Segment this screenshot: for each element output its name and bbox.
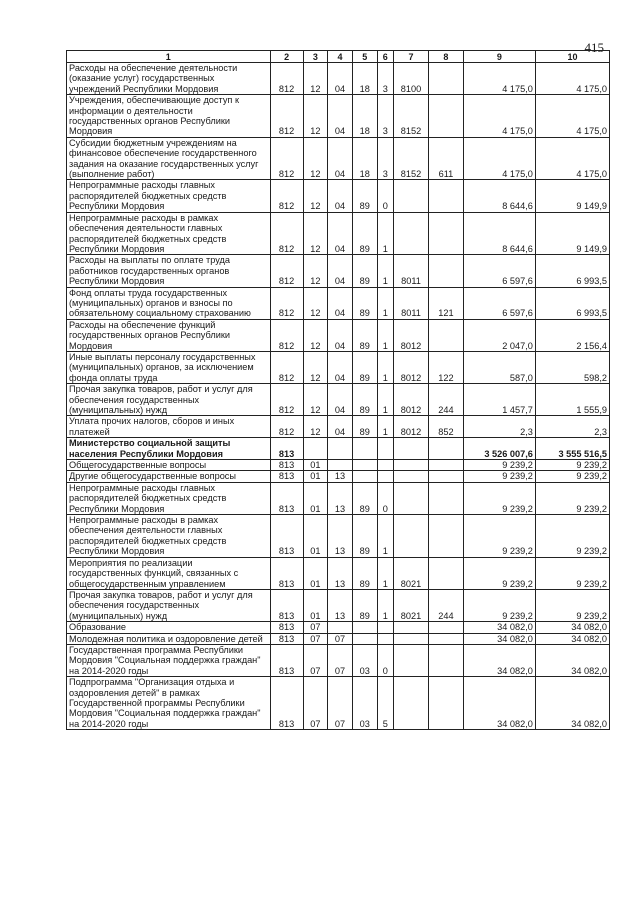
table-row	[67, 351, 610, 383]
amount-year-2-cell: 34 082,0	[535, 633, 609, 644]
expense-type-cell	[428, 677, 463, 730]
expense-type-cell	[428, 63, 463, 95]
direction-cell	[394, 677, 429, 730]
subprogram-cell: 1	[377, 255, 393, 287]
amount-year-1-cell: 2 047,0	[463, 319, 535, 351]
section-cell: 12	[303, 212, 328, 255]
expense-type-cell	[428, 471, 463, 482]
direction-cell: 8021	[394, 589, 429, 621]
amount-year-1-cell: 6 597,6	[463, 287, 535, 319]
subsection-cell: 04	[328, 416, 353, 438]
amount-year-2-cell: 9 239,2	[535, 482, 609, 514]
subsection-cell: 07	[328, 633, 353, 644]
table-row	[67, 287, 610, 319]
amount-year-1-cell: 587,0	[463, 351, 535, 383]
admin-code-cell: 813	[270, 633, 303, 644]
section-cell: 12	[303, 416, 328, 438]
column-header: 6	[377, 51, 393, 63]
program-cell: 89	[352, 384, 377, 416]
amount-year-2-cell: 9 239,2	[535, 515, 609, 558]
table-header-row	[67, 51, 610, 63]
subprogram-cell: 3	[377, 95, 393, 138]
program-cell: 89	[352, 287, 377, 319]
section-cell: 12	[303, 384, 328, 416]
admin-code-cell: 812	[270, 180, 303, 212]
program-cell: 18	[352, 95, 377, 138]
subprogram-cell: 1	[377, 557, 393, 589]
program-cell: 89	[352, 319, 377, 351]
amount-year-2-cell: 9 149,9	[535, 212, 609, 255]
section-cell: 12	[303, 351, 328, 383]
amount-year-1-cell: 4 175,0	[463, 63, 535, 95]
amount-year-2-cell: 6 993,5	[535, 255, 609, 287]
direction-cell	[394, 515, 429, 558]
direction-cell: 8100	[394, 63, 429, 95]
amount-year-2-cell: 34 082,0	[535, 644, 609, 676]
subprogram-cell: 5	[377, 677, 393, 730]
section-cell: 01	[303, 482, 328, 514]
table-row	[67, 622, 610, 633]
subsection-cell: 04	[328, 384, 353, 416]
section-cell: 07	[303, 644, 328, 676]
subsection-cell	[328, 438, 353, 460]
expense-type-cell	[428, 319, 463, 351]
program-cell	[352, 438, 377, 460]
amount-year-2-cell: 9 239,2	[535, 557, 609, 589]
table-row	[67, 677, 610, 730]
amount-year-1-cell: 34 082,0	[463, 622, 535, 633]
program-cell: 89	[352, 515, 377, 558]
subprogram-cell: 0	[377, 180, 393, 212]
section-cell: 12	[303, 137, 328, 180]
column-header: 7	[394, 51, 429, 63]
program-cell	[352, 622, 377, 633]
subsection-cell: 04	[328, 63, 353, 95]
expense-type-cell	[428, 212, 463, 255]
admin-code-cell: 813	[270, 515, 303, 558]
admin-code-cell: 813	[270, 460, 303, 471]
section-cell: 12	[303, 287, 328, 319]
direction-cell	[394, 438, 429, 460]
row-name-cell: Расходы на обеспечение функций государственных органов Республики Мордовия	[67, 319, 271, 351]
direction-cell: 8012	[394, 416, 429, 438]
section-cell: 12	[303, 95, 328, 138]
direction-cell	[394, 644, 429, 676]
row-name-cell: Прочая закупка товаров, работ и услуг для обеспечения государственных (муниципальных) нужд	[67, 384, 271, 416]
expense-type-cell	[428, 482, 463, 514]
row-name-cell: Молодежная политика и оздоровление детей	[67, 633, 271, 644]
expense-type-cell	[428, 255, 463, 287]
admin-code-cell: 812	[270, 95, 303, 138]
direction-cell	[394, 633, 429, 644]
table-row	[67, 255, 610, 287]
program-cell: 89	[352, 255, 377, 287]
row-name-cell: Учреждения, обеспечивающие доступ к информации о деятельности государственных органов Республики Мордовия	[67, 95, 271, 138]
subprogram-cell: 1	[377, 319, 393, 351]
amount-year-1-cell: 8 644,6	[463, 212, 535, 255]
subprogram-cell: 3	[377, 137, 393, 180]
expense-type-cell	[428, 460, 463, 471]
row-name-cell: Уплата прочих налогов, сборов и иных платежей	[67, 416, 271, 438]
amount-year-2-cell: 9 149,9	[535, 180, 609, 212]
amount-year-1-cell: 9 239,2	[463, 460, 535, 471]
admin-code-cell: 813	[270, 589, 303, 621]
admin-code-cell: 813	[270, 622, 303, 633]
amount-year-1-cell: 9 239,2	[463, 482, 535, 514]
subsection-cell: 07	[328, 677, 353, 730]
row-name-cell: Субсидии бюджетным учреждениям на финансовое обеспечение государственного задания на оказание государственных услуг (выполнение работ)	[67, 137, 271, 180]
row-name-cell: Фонд оплаты труда государственных (муниципальных) органов и взносы по обязательному социальному страхованию	[67, 287, 271, 319]
amount-year-2-cell: 9 239,2	[535, 589, 609, 621]
table-row	[67, 482, 610, 514]
amount-year-2-cell: 4 175,0	[535, 63, 609, 95]
expense-type-cell	[428, 515, 463, 558]
amount-year-1-cell: 9 239,2	[463, 589, 535, 621]
expense-type-cell	[428, 438, 463, 460]
table-row	[67, 212, 610, 255]
amount-year-1-cell: 6 597,6	[463, 255, 535, 287]
section-cell	[303, 438, 328, 460]
section-cell: 12	[303, 319, 328, 351]
direction-cell	[394, 622, 429, 633]
table-row	[67, 589, 610, 621]
section-cell: 01	[303, 557, 328, 589]
amount-year-2-cell: 34 082,0	[535, 622, 609, 633]
expense-type-cell: 611	[428, 137, 463, 180]
expense-type-cell: 244	[428, 384, 463, 416]
section-cell: 01	[303, 460, 328, 471]
section-cell: 12	[303, 63, 328, 95]
table-row	[67, 644, 610, 676]
direction-cell: 8021	[394, 557, 429, 589]
amount-year-2-cell: 4 175,0	[535, 137, 609, 180]
expense-type-cell	[428, 557, 463, 589]
row-name-cell: Государственная программа Республики Мордовия "Социальная поддержка граждан" на 2014-2020 годы	[67, 644, 271, 676]
row-name-cell: Непрограммные расходы главных распорядителей бюджетных средств Республики Мордовия	[67, 482, 271, 514]
amount-year-1-cell: 4 175,0	[463, 95, 535, 138]
section-cell: 07	[303, 677, 328, 730]
expense-type-cell: 122	[428, 351, 463, 383]
program-cell: 03	[352, 644, 377, 676]
subprogram-cell: 3	[377, 63, 393, 95]
subsection-cell: 04	[328, 319, 353, 351]
amount-year-1-cell: 34 082,0	[463, 644, 535, 676]
direction-cell	[394, 460, 429, 471]
program-cell: 89	[352, 482, 377, 514]
amount-year-2-cell: 9 239,2	[535, 460, 609, 471]
table-row	[67, 515, 610, 558]
table-row	[67, 95, 610, 138]
amount-year-1-cell: 34 082,0	[463, 677, 535, 730]
direction-cell	[394, 471, 429, 482]
row-name-cell: Другие общегосударственные вопросы	[67, 471, 271, 482]
subprogram-cell	[377, 460, 393, 471]
row-name-cell: Иные выплаты персоналу государственных (муниципальных) органов, за исключением фонда оплаты труда	[67, 351, 271, 383]
row-name-cell: Расходы на обеспечение деятельности (оказание услуг) государственных учреждений Республики Мордовия	[67, 63, 271, 95]
expense-type-cell: 852	[428, 416, 463, 438]
column-header: 9	[463, 51, 535, 63]
amount-year-2-cell: 6 993,5	[535, 287, 609, 319]
subprogram-cell: 1	[377, 416, 393, 438]
subprogram-cell: 1	[377, 212, 393, 255]
subprogram-cell: 0	[377, 482, 393, 514]
admin-code-cell: 813	[270, 438, 303, 460]
direction-cell: 8011	[394, 287, 429, 319]
column-header: 2	[270, 51, 303, 63]
row-name-cell: Мероприятия по реализации государственных функций, связанных с общегосударственным управлением	[67, 557, 271, 589]
column-header: 8	[428, 51, 463, 63]
row-name-cell: Непрограммные расходы в рамках обеспечения деятельности главных распорядителей бюджетных средств Республики Мордовия	[67, 515, 271, 558]
admin-code-cell: 812	[270, 63, 303, 95]
amount-year-2-cell: 598,2	[535, 351, 609, 383]
table-row	[67, 557, 610, 589]
table-row	[67, 63, 610, 95]
program-cell	[352, 471, 377, 482]
subsection-cell: 04	[328, 180, 353, 212]
subsection-cell: 04	[328, 287, 353, 319]
program-cell: 18	[352, 63, 377, 95]
admin-code-cell: 812	[270, 137, 303, 180]
subsection-cell: 07	[328, 644, 353, 676]
admin-code-cell: 812	[270, 255, 303, 287]
amount-year-1-cell: 8 644,6	[463, 180, 535, 212]
subsection-cell	[328, 460, 353, 471]
section-cell: 12	[303, 180, 328, 212]
subprogram-cell: 1	[377, 589, 393, 621]
admin-code-cell: 812	[270, 319, 303, 351]
amount-year-1-cell: 4 175,0	[463, 137, 535, 180]
admin-code-cell: 812	[270, 384, 303, 416]
section-cell: 01	[303, 589, 328, 621]
subsection-cell: 04	[328, 212, 353, 255]
amount-year-2-cell: 9 239,2	[535, 471, 609, 482]
direction-cell: 8012	[394, 319, 429, 351]
row-name-cell: Общегосударственные вопросы	[67, 460, 271, 471]
row-name-cell: Образование	[67, 622, 271, 633]
program-cell: 89	[352, 351, 377, 383]
subprogram-cell: 1	[377, 515, 393, 558]
admin-code-cell: 813	[270, 557, 303, 589]
section-cell: 01	[303, 471, 328, 482]
table-row	[67, 416, 610, 438]
program-cell: 89	[352, 212, 377, 255]
subprogram-cell: 1	[377, 384, 393, 416]
direction-cell: 8012	[394, 351, 429, 383]
subsection-cell	[328, 622, 353, 633]
subsection-cell: 04	[328, 95, 353, 138]
amount-year-2-cell: 34 082,0	[535, 677, 609, 730]
program-cell: 89	[352, 416, 377, 438]
amount-year-1-cell: 1 457,7	[463, 384, 535, 416]
expense-type-cell: 244	[428, 589, 463, 621]
program-cell	[352, 633, 377, 644]
expense-type-cell	[428, 95, 463, 138]
subsection-cell: 13	[328, 471, 353, 482]
table-row	[67, 460, 610, 471]
admin-code-cell: 812	[270, 287, 303, 319]
amount-year-1-cell: 9 239,2	[463, 557, 535, 589]
row-name-cell: Расходы на выплаты по оплате труда работников государственных органов Республики Мордовия	[67, 255, 271, 287]
subsection-cell: 04	[328, 351, 353, 383]
direction-cell: 8152	[394, 137, 429, 180]
program-cell: 03	[352, 677, 377, 730]
column-header: 3	[303, 51, 328, 63]
program-cell: 89	[352, 589, 377, 621]
row-name-cell: Непрограммные расходы главных распорядителей бюджетных средств Республики Мордовия	[67, 180, 271, 212]
row-name-cell: Прочая закупка товаров, работ и услуг для обеспечения государственных (муниципальных) нужд	[67, 589, 271, 621]
section-cell: 07	[303, 622, 328, 633]
amount-year-2-cell: 1 555,9	[535, 384, 609, 416]
direction-cell: 8012	[394, 384, 429, 416]
subprogram-cell	[377, 633, 393, 644]
direction-cell	[394, 482, 429, 514]
section-cell: 07	[303, 633, 328, 644]
admin-code-cell: 813	[270, 482, 303, 514]
expense-type-cell	[428, 180, 463, 212]
table-row	[67, 180, 610, 212]
subsection-cell: 04	[328, 137, 353, 180]
expense-type-cell	[428, 622, 463, 633]
section-cell: 01	[303, 515, 328, 558]
table-row	[67, 438, 610, 460]
column-header: 5	[352, 51, 377, 63]
subprogram-cell: 0	[377, 644, 393, 676]
admin-code-cell: 812	[270, 351, 303, 383]
amount-year-2-cell: 4 175,0	[535, 95, 609, 138]
amount-year-1-cell: 34 082,0	[463, 633, 535, 644]
amount-year-2-cell: 3 555 516,5	[535, 438, 609, 460]
amount-year-2-cell: 2,3	[535, 416, 609, 438]
direction-cell	[394, 180, 429, 212]
direction-cell: 8011	[394, 255, 429, 287]
amount-year-1-cell: 9 239,2	[463, 515, 535, 558]
subprogram-cell: 1	[377, 287, 393, 319]
expense-type-cell: 121	[428, 287, 463, 319]
budget-table	[66, 50, 610, 730]
program-cell	[352, 460, 377, 471]
column-header: 4	[328, 51, 353, 63]
page-number: 415	[584, 40, 604, 55]
subsection-cell: 04	[328, 255, 353, 287]
column-header: 10	[535, 51, 609, 63]
table-row	[67, 471, 610, 482]
amount-year-1-cell: 3 526 007,6	[463, 438, 535, 460]
direction-cell: 8152	[394, 95, 429, 138]
row-name-cell: Подпрограмма "Организация отдыха и оздоровления детей" в рамках Государственной программы Республики Мордовия "Социальная поддержка граждан" на 2014-2020 годы	[67, 677, 271, 730]
section-cell: 12	[303, 255, 328, 287]
subprogram-cell	[377, 438, 393, 460]
row-name-cell: Непрограммные расходы в рамках обеспечения деятельности главных распорядителей бюджетных средств Республики Мордовия	[67, 212, 271, 255]
subprogram-cell	[377, 471, 393, 482]
subprogram-cell	[377, 622, 393, 633]
admin-code-cell: 813	[270, 471, 303, 482]
subsection-cell: 13	[328, 557, 353, 589]
table-row	[67, 319, 610, 351]
admin-code-cell: 812	[270, 212, 303, 255]
amount-year-2-cell: 2 156,4	[535, 319, 609, 351]
direction-cell	[394, 212, 429, 255]
program-cell: 18	[352, 137, 377, 180]
table-row	[67, 633, 610, 644]
program-cell: 89	[352, 557, 377, 589]
subsection-cell: 13	[328, 482, 353, 514]
admin-code-cell: 813	[270, 677, 303, 730]
program-cell: 89	[352, 180, 377, 212]
expense-type-cell	[428, 633, 463, 644]
subprogram-cell: 1	[377, 351, 393, 383]
admin-code-cell: 812	[270, 416, 303, 438]
column-header: 1	[67, 51, 271, 63]
admin-code-cell: 813	[270, 644, 303, 676]
table-row	[67, 137, 610, 180]
expense-type-cell	[428, 644, 463, 676]
amount-year-1-cell: 9 239,2	[463, 471, 535, 482]
subsection-cell: 13	[328, 515, 353, 558]
row-name-cell: Министерство социальной защиты населения Республики Мордовия	[67, 438, 271, 460]
amount-year-1-cell: 2,3	[463, 416, 535, 438]
table-row	[67, 384, 610, 416]
subsection-cell: 13	[328, 589, 353, 621]
